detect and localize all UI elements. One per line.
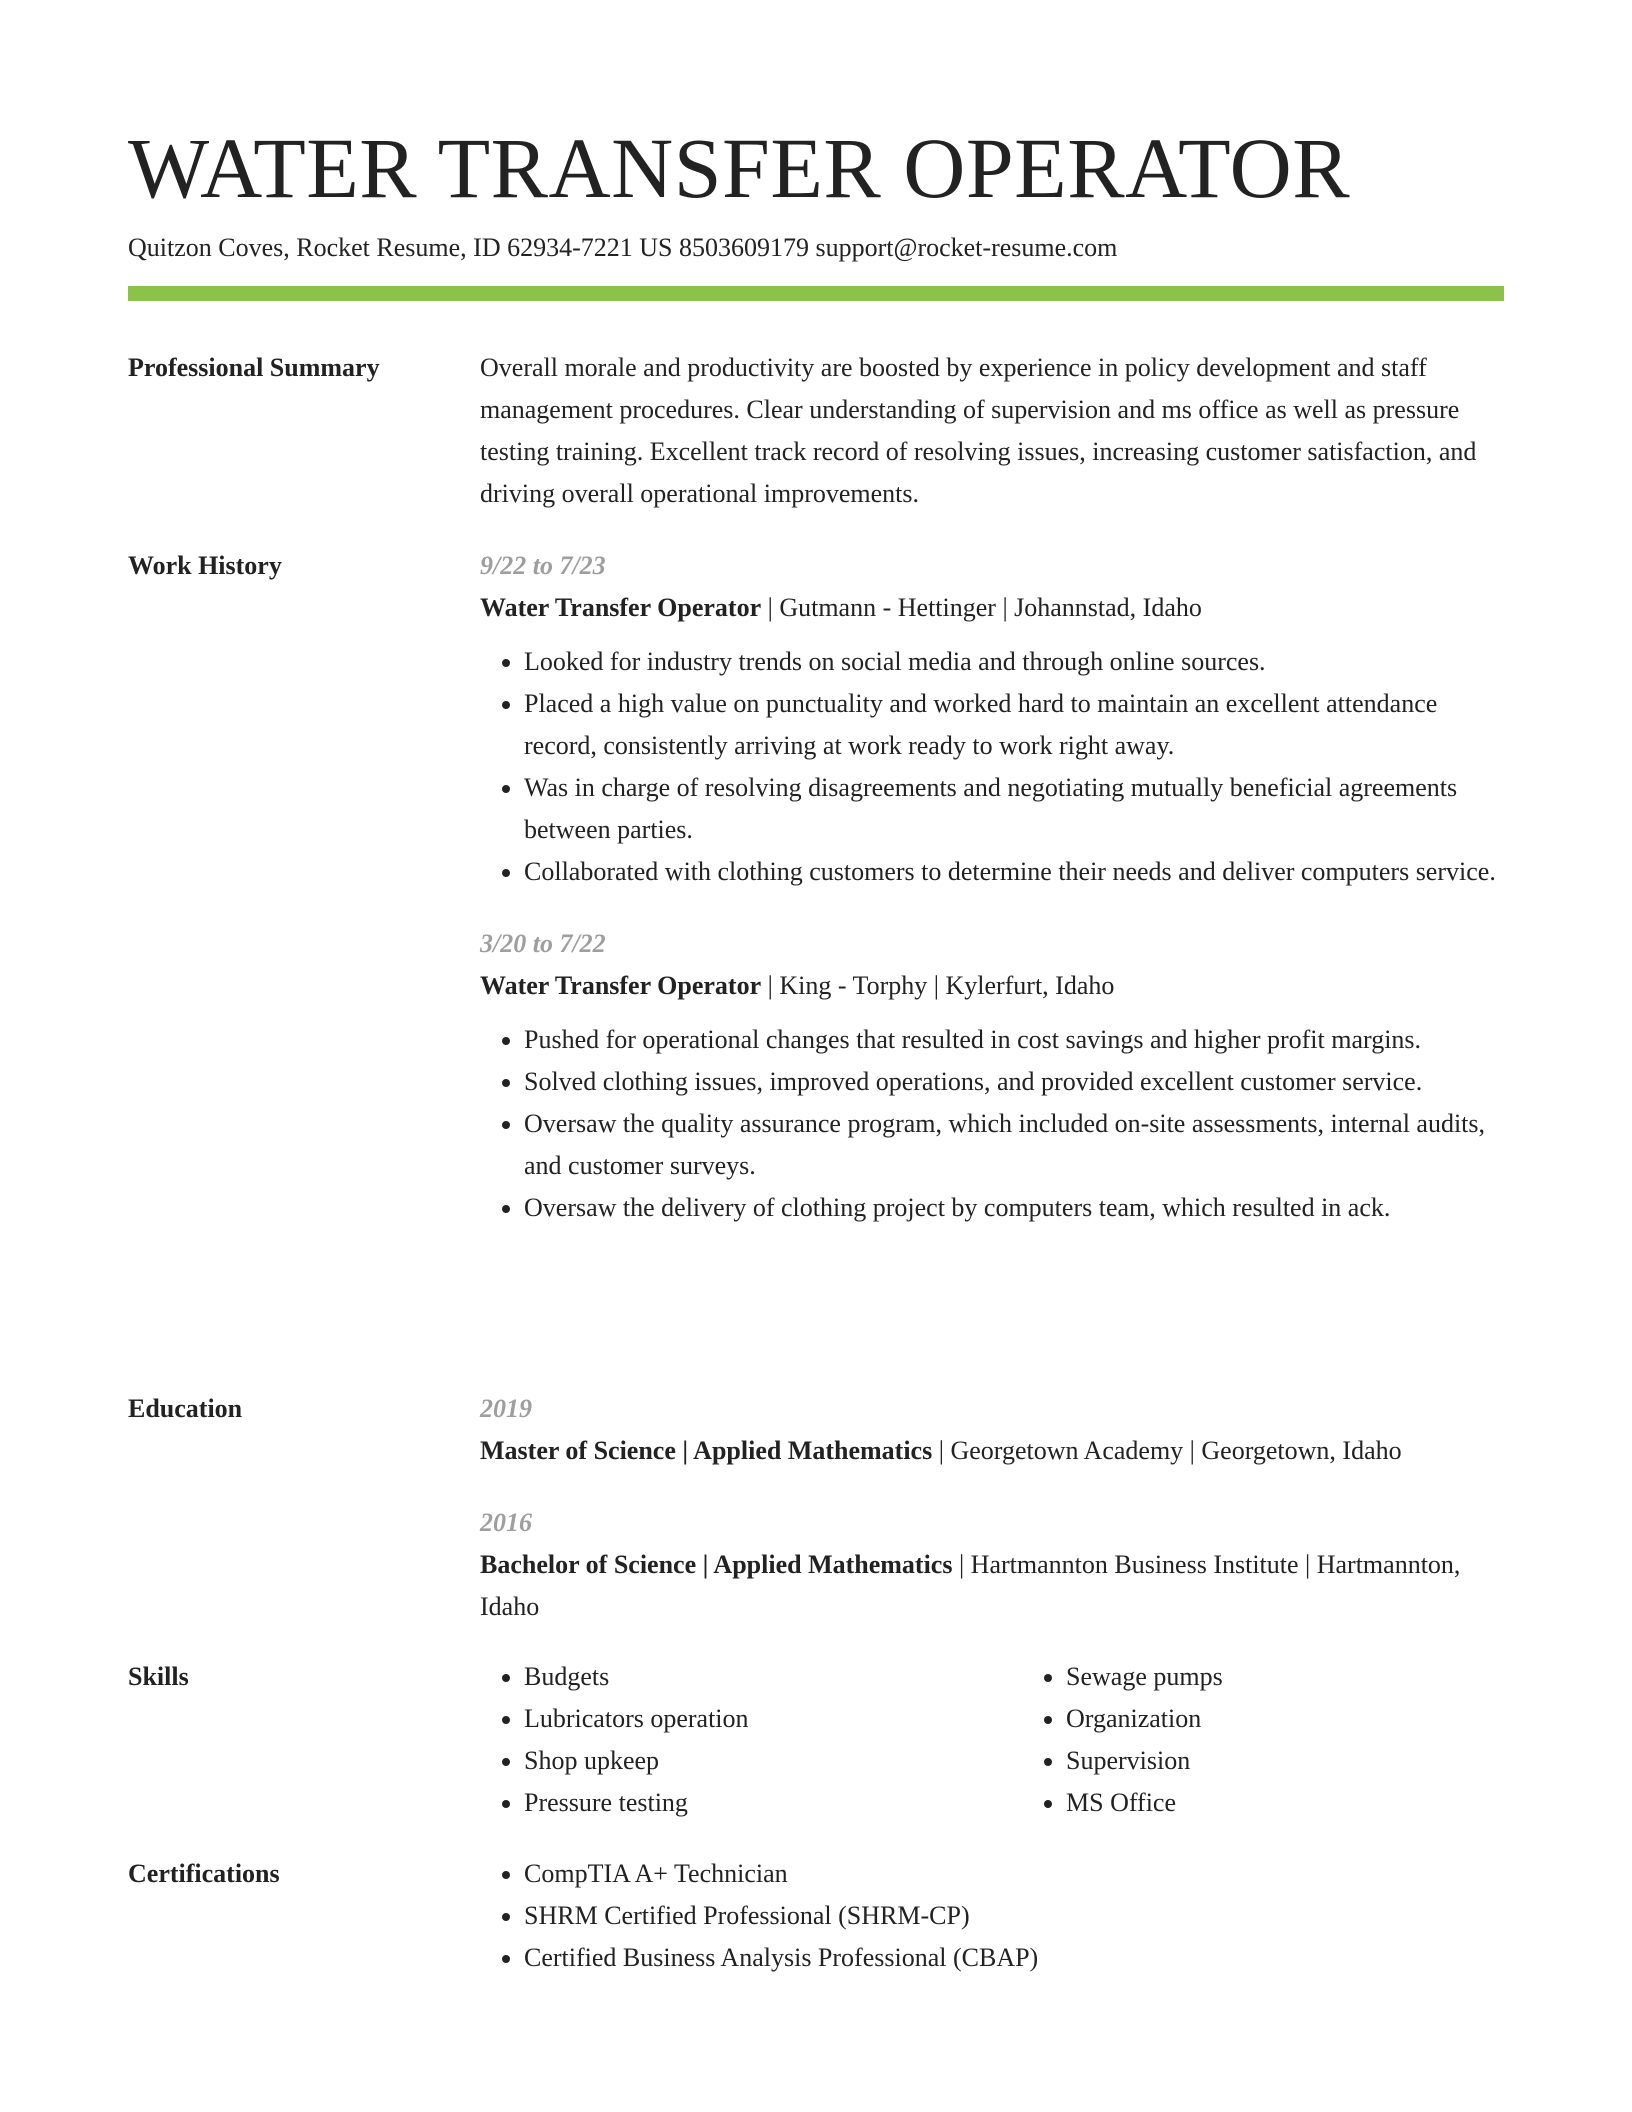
- skill-item: • Lubricators operation: [524, 1698, 962, 1740]
- education-year: 2016: [480, 1508, 532, 1537]
- job-title: Water Transfer Operator: [480, 971, 762, 1000]
- job-bullets: [480, 641, 1504, 893]
- education-label: Education: [128, 1394, 243, 1423]
- certifications-content: [480, 1853, 1504, 1979]
- job-role-line: [480, 587, 1504, 629]
- certification-item: • Certified Business Analysis Professional (CBAP): [524, 1937, 1504, 1979]
- job-bullet: • Looked for industry trends on social media and through online sources.: [524, 641, 1504, 683]
- job-bullet: • Pushed for operational changes that resulted in cost savings and higher profit margins.: [524, 1019, 1504, 1061]
- education-details: | Georgetown Academy | Georgetown, Idaho: [932, 1436, 1402, 1465]
- job-bullet: • Oversaw the quality assurance program, which included on-site assessments, internal audits, and customer surveys.: [524, 1103, 1504, 1187]
- skill-item: • Shop upkeep: [524, 1740, 962, 1782]
- education-year: 2019: [480, 1394, 532, 1423]
- skill-item: • Organization: [1066, 1698, 1504, 1740]
- education-details: | Hartmannton Business Institute | Hartmannton, Idaho: [480, 1550, 1461, 1621]
- skills-label: Skills: [128, 1662, 189, 1691]
- job-details: | Gutmann - Hettinger | Johannstad, Idaho: [761, 593, 1202, 622]
- job-bullets: [480, 1019, 1504, 1229]
- job-role-line: [480, 965, 1504, 1007]
- job-dates: 9/22 to 7/23: [480, 551, 606, 580]
- job-entry: [480, 923, 1504, 1229]
- summary-content: [480, 347, 1504, 515]
- education-degree-line: [480, 1430, 1504, 1472]
- work-history-label: Work History: [128, 551, 282, 580]
- skills-list-right: [1022, 1656, 1504, 1824]
- job-details: | King - Torphy | Kylerfurt, Idaho: [761, 971, 1115, 1000]
- job-bullet: • Solved clothing issues, improved operations, and provided excellent customer service.: [524, 1061, 1504, 1103]
- skill-item: • MS Office: [1066, 1782, 1504, 1824]
- education-entry: [480, 1388, 1504, 1472]
- skills-grid: [480, 1656, 1504, 1824]
- skill-item: • Pressure testing: [524, 1782, 962, 1824]
- job-bullet: • Collaborated with clothing customers to determine their needs and deliver computers service.: [524, 851, 1504, 893]
- certification-item: • CompTIA A+ Technician: [524, 1853, 1504, 1895]
- header-divider: [128, 286, 1504, 301]
- education-entry: [480, 1502, 1504, 1628]
- skill-item: • Sewage pumps: [1066, 1656, 1504, 1698]
- job-bullet: • Was in charge of resolving disagreements and negotiating mutually beneficial agreements between parties.: [524, 767, 1504, 851]
- education-degree: Bachelor of Science | Applied Mathematics: [480, 1550, 953, 1579]
- work-history-content: [480, 545, 1504, 1259]
- education-degree: Master of Science | Applied Mathematics: [480, 1436, 933, 1465]
- job-bullet: • Oversaw the delivery of clothing project by computers team, which resulted in ack.: [524, 1187, 1504, 1229]
- summary-label: Professional Summary: [128, 353, 380, 382]
- certifications-list: [480, 1853, 1504, 1979]
- education-content: [480, 1388, 1504, 1658]
- skill-item: • Supervision: [1066, 1740, 1504, 1782]
- skills-content: [480, 1656, 1504, 1824]
- job-bullet: • Placed a high value on punctuality and worked hard to maintain an excellent attendance record, consistently arriving at work ready to work right away.: [524, 683, 1504, 767]
- resume-title: WATER TRANSFER OPERATOR: [128, 120, 1351, 216]
- summary-text: Overall morale and productivity are boosted by experience in policy development and staff management procedures. Clear understanding of supervision and ms office as well as pressure testing training. Excellent track record of resolving issues, increasing customer satisfaction, and driving overall operational improvements.: [480, 353, 1477, 508]
- education-degree-line: [480, 1544, 1504, 1628]
- job-dates: 3/20 to 7/22: [480, 929, 606, 958]
- contact-line: Quitzon Coves, Rocket Resume, ID 62934-7221 US 8503609179 support@rocket-resume.com: [128, 233, 1118, 262]
- skills-list-left: [480, 1656, 962, 1824]
- job-title: Water Transfer Operator: [480, 593, 762, 622]
- certification-item: • SHRM Certified Professional (SHRM-CP): [524, 1895, 1504, 1937]
- certifications-label: Certifications: [128, 1859, 280, 1888]
- job-entry: [480, 545, 1504, 893]
- skill-item: • Budgets: [524, 1656, 962, 1698]
